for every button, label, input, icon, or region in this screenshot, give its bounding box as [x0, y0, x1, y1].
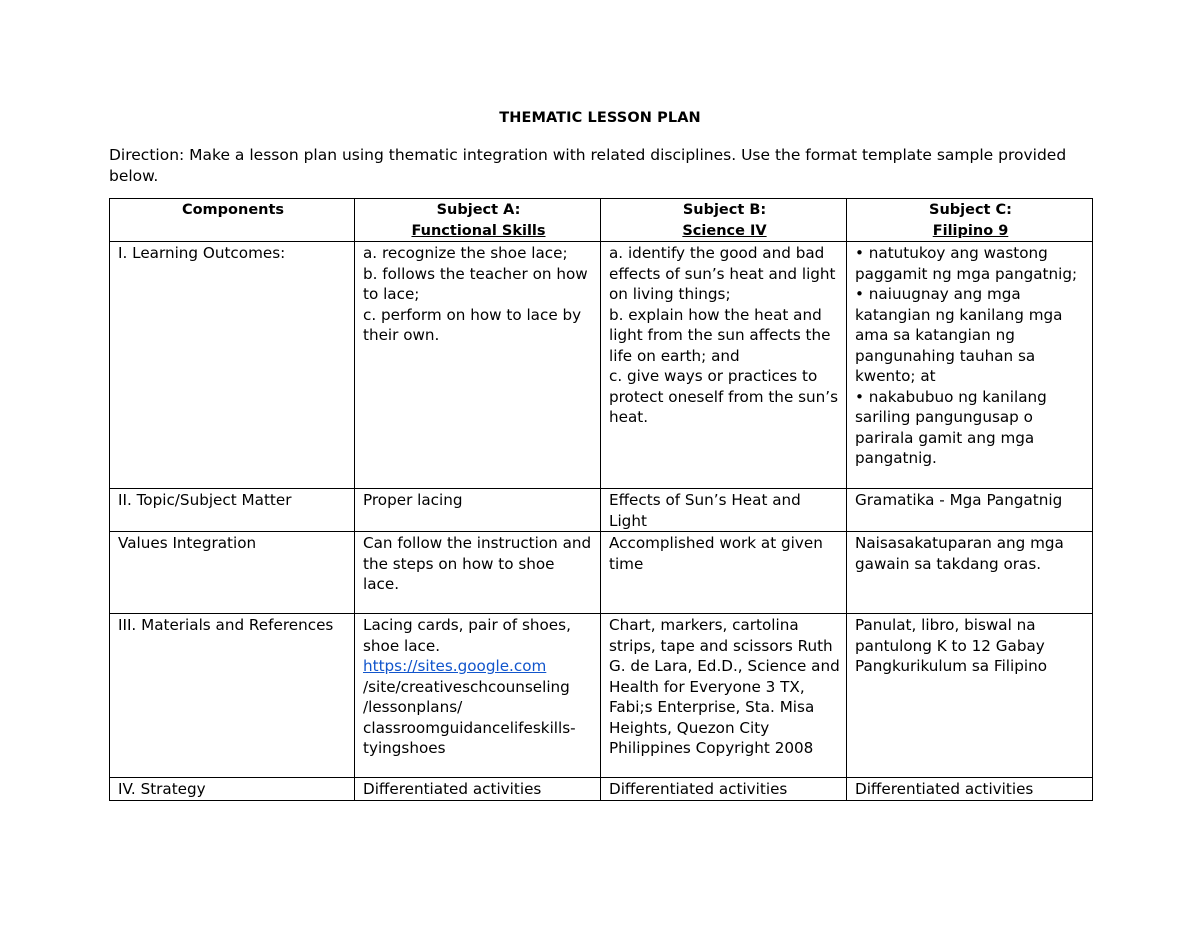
strategy-subject-a: Differentiated activities — [355, 778, 601, 801]
list-item: • naiuugnay ang mga katangian ng kanilang mga ama sa katangian ng pangunahing tauhan sa kwento; at — [855, 285, 1063, 385]
outcomes-subject-a — [355, 242, 601, 489]
materials-label: III. Materials and References — [110, 614, 355, 778]
lesson-plan-table — [109, 198, 1093, 801]
subject-b-name: Science IV — [682, 222, 767, 239]
table-row-topic — [110, 489, 1093, 532]
materials-subject-a — [355, 614, 601, 778]
table-row-outcomes — [110, 242, 1093, 489]
table-row-strategy — [110, 778, 1093, 801]
subject-a-name: Functional Skills — [411, 222, 546, 239]
table-row-materials — [110, 614, 1093, 778]
subject-b-label: Subject B: — [682, 202, 767, 218]
outcomes-subject-c — [847, 242, 1093, 489]
materials-a-text: Lacing cards, pair of shoes, shoe lace. — [363, 616, 571, 655]
values-label: Values Integration — [110, 532, 355, 614]
direction-text: Direction: Make a lesson plan using thematic integration with related disciplines. Use the format template sample provided below. — [109, 146, 1067, 185]
header-components-label: Components — [181, 202, 285, 218]
outcomes-label: I. Learning Outcomes: — [110, 242, 355, 489]
values-subject-b: Accomplished work at given time — [601, 532, 847, 614]
list-item: b. explain how the heat and light from the sun affects the life on earth; and — [609, 305, 831, 365]
list-item: c. perform on how to lace by their own. — [363, 305, 582, 344]
list-item: a. recognize the shoe lace; — [363, 244, 568, 262]
table-row-values — [110, 532, 1093, 614]
header-components — [110, 199, 355, 242]
materials-subject-c: Panulat, libro, biswal na pantulong K to 12 Gabay Pangkurikulum sa Filipino — [847, 614, 1093, 778]
list-item: • nakabubuo ng kanilang sariling pangungusap o parirala gamit ang mga pangatnig. — [855, 387, 1047, 467]
header-subject-b — [601, 199, 847, 242]
subject-c-name: Filipino 9 — [932, 222, 1009, 239]
header-row — [110, 199, 1093, 242]
list-item: c. give ways or practices to protect oneself from the sun’s heat. — [609, 367, 839, 426]
header-subject-a — [355, 199, 601, 242]
materials-a-path: /site/creativeschcounseling /lessonplans/ classroomguidancelifeskills-tyingshoes — [363, 677, 576, 757]
list-item: b. follows the teacher on how to lace; — [363, 264, 588, 303]
materials-subject-b: Chart, markers, cartolina strips, tape and scissors Ruth G. de Lara, Ed.D., Science and Health for Everyone 3 TX, Fabi;s Enterprise, Sta. Misa Heights, Quezon City Philippines Copyright 2008 — [601, 614, 847, 778]
strategy-label: IV. Strategy — [110, 778, 355, 801]
strategy-subject-b: Differentiated activities — [601, 778, 847, 801]
topic-subject-a: Proper lacing — [355, 489, 601, 532]
topic-subject-c: Gramatika - Mga Pangatnig — [847, 489, 1093, 532]
outcomes-subject-b — [601, 242, 847, 489]
page-title: THEMATIC LESSON PLAN — [499, 110, 701, 126]
topic-subject-b: Effects of Sun’s Heat and Light — [601, 489, 847, 532]
values-subject-a: Can follow the instruction and the steps on how to shoe lace. — [355, 532, 601, 614]
subject-c-label: Subject C: — [929, 202, 1012, 218]
values-subject-c: Naisasakatuparan ang mga gawain sa takdang oras. — [847, 532, 1093, 614]
list-item: • natutukoy ang wastong paggamit ng mga pangatnig; — [855, 244, 1078, 283]
subject-a-label: Subject A: — [436, 202, 521, 218]
strategy-subject-c: Differentiated activities — [847, 778, 1093, 801]
list-item: a. identify the good and bad effects of sun’s heat and light on living things; — [609, 244, 836, 303]
reference-link[interactable]: https://sites.google.com — [363, 657, 547, 675]
topic-label: II. Topic/Subject Matter — [110, 489, 355, 532]
header-subject-c — [847, 199, 1093, 242]
